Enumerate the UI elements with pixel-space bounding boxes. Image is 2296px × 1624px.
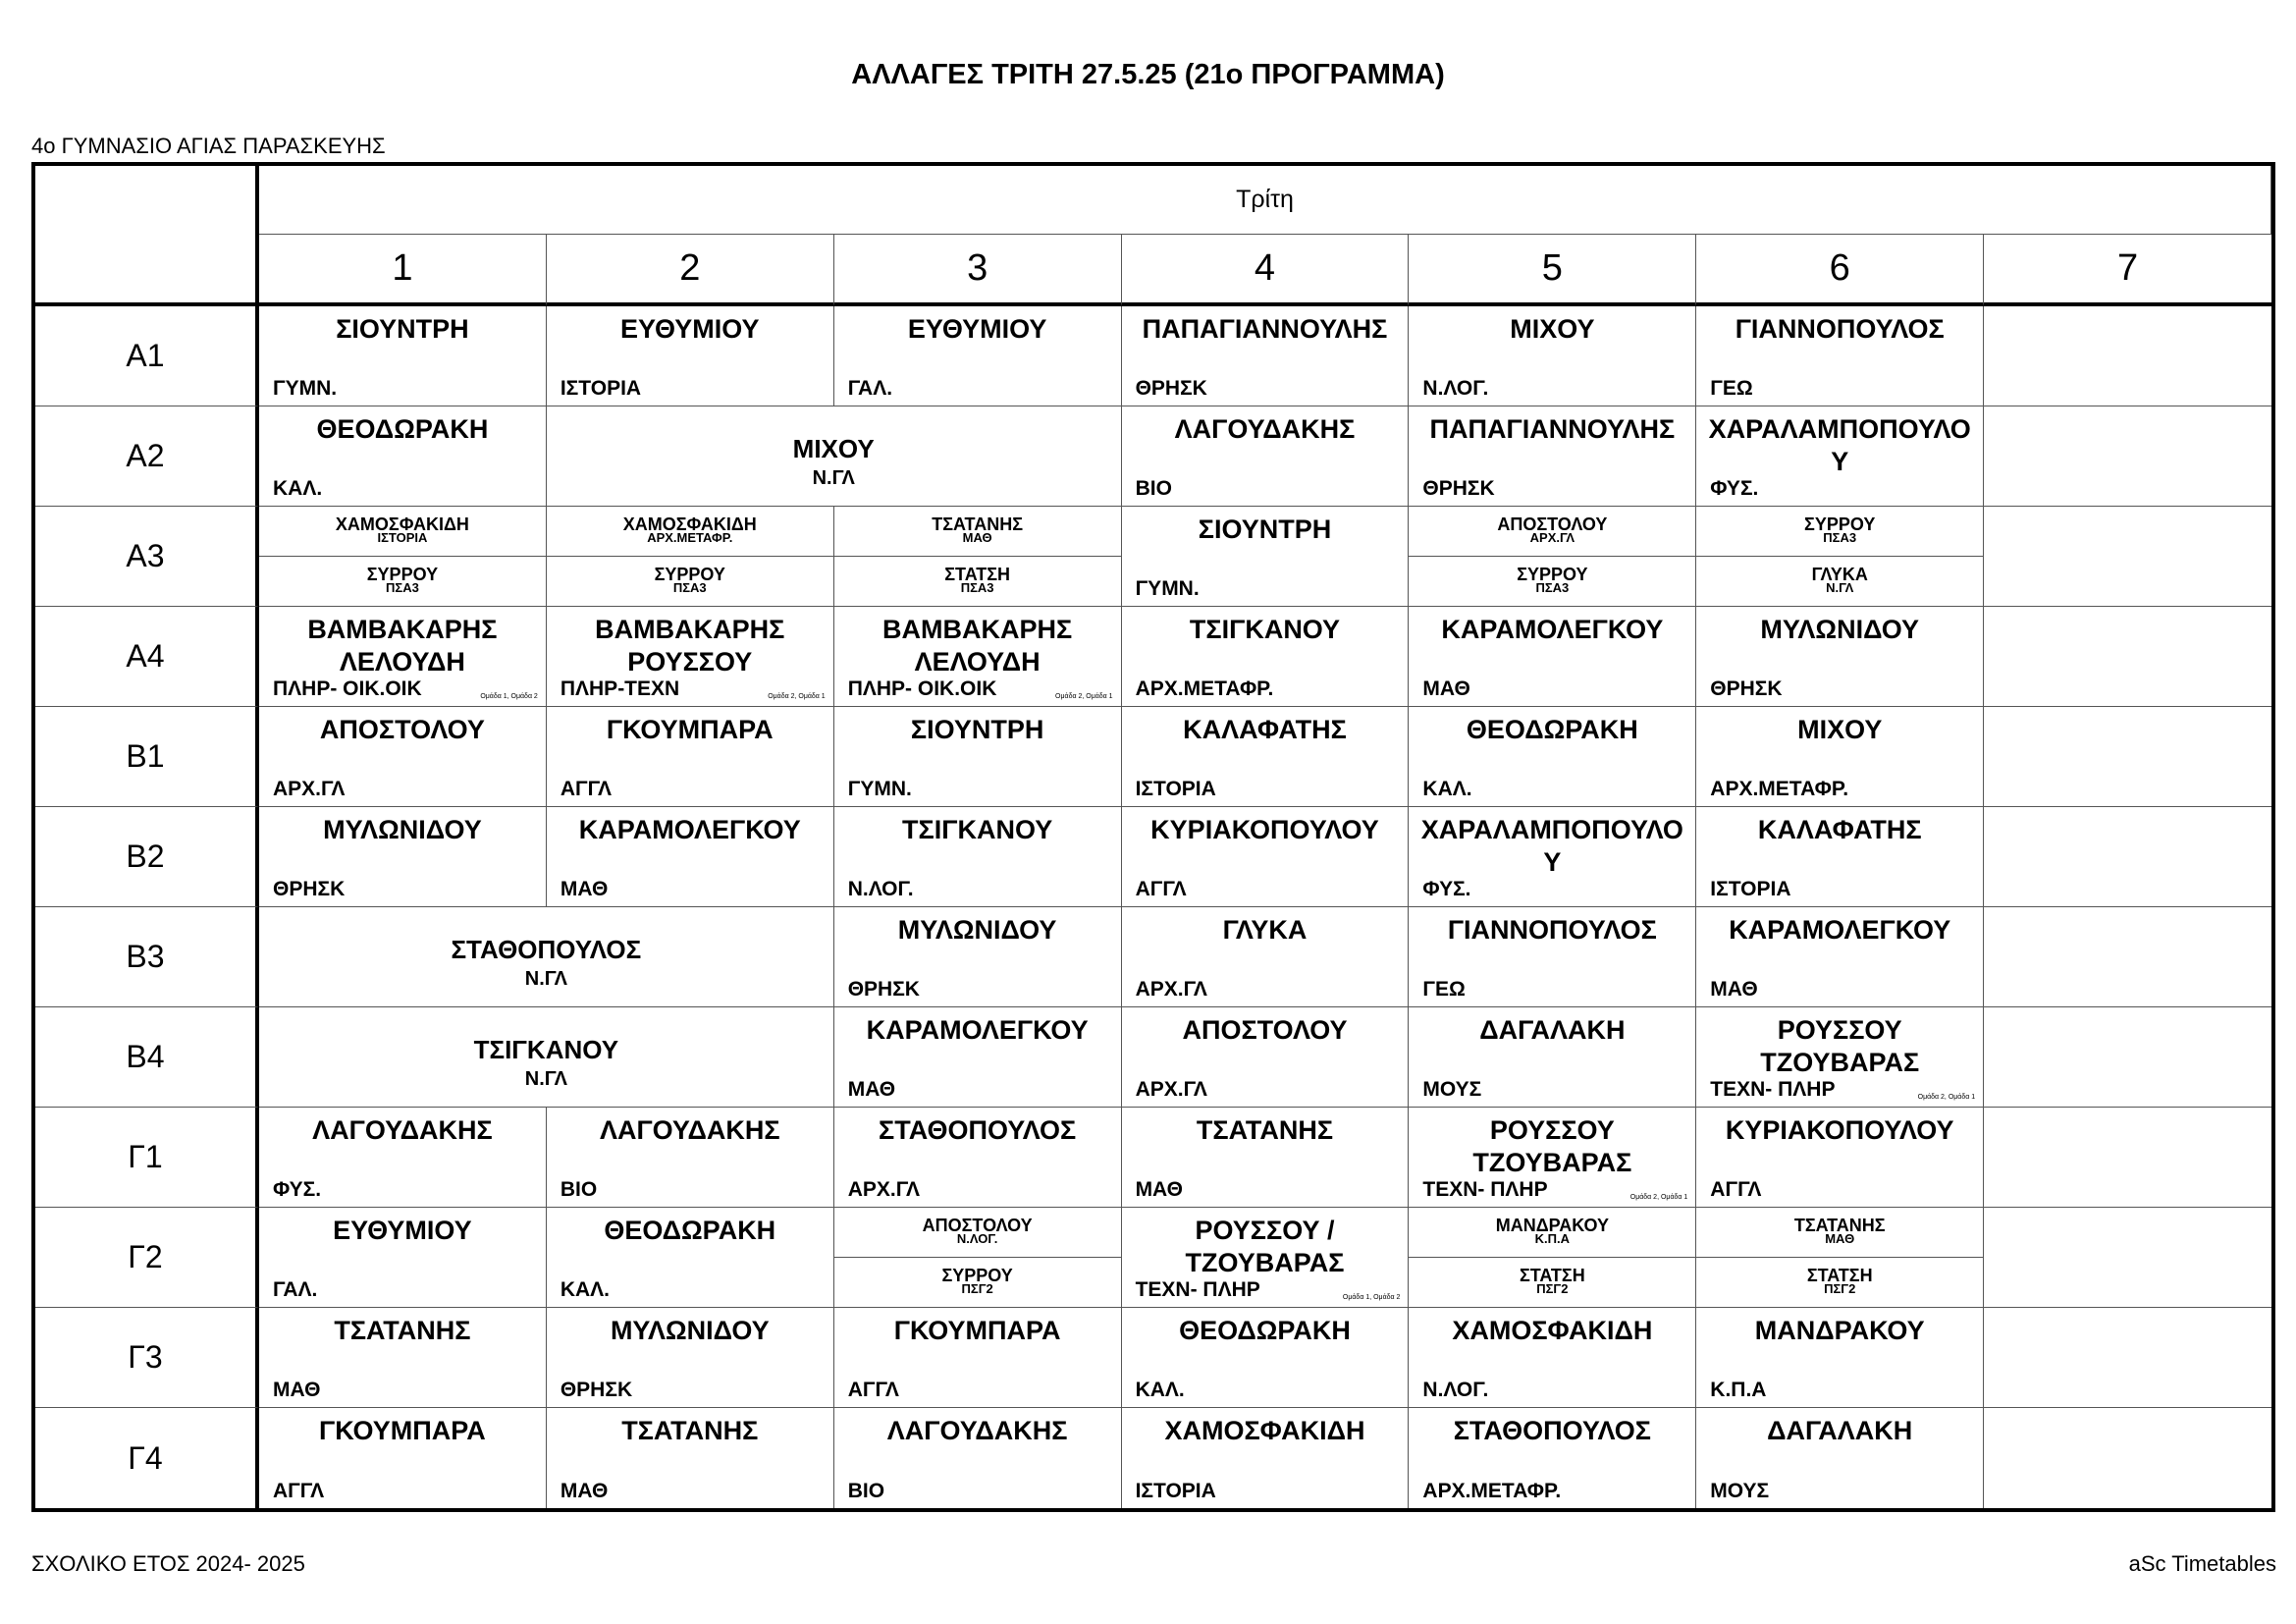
- lesson-cell[interactable]: [1122, 607, 1410, 707]
- teacher-name: ΤΣΙΓΚΑΝΟΥ: [473, 1035, 619, 1064]
- teacher-name: ΘΕΟΔΩΡΑΚΗ: [604, 1216, 776, 1245]
- lesson-cell[interactable]: [1122, 1308, 1410, 1408]
- lesson-half[interactable]: [547, 507, 833, 556]
- teacher-name: ΤΣΙΓΚΑΝΟΥ: [902, 815, 1053, 844]
- lesson-cell[interactable]: [1409, 1108, 1696, 1208]
- lesson-cell[interactable]: [547, 1308, 834, 1408]
- class-label-a4: Α4: [35, 607, 259, 707]
- teacher-name: ΜΥΛΩΝΙΔΟΥ: [610, 1316, 770, 1345]
- empty-cell[interactable]: [1984, 306, 2271, 406]
- subject-name: ΑΡΧ.ΜΕΤΑΦΡ.: [1422, 1480, 1562, 1502]
- subject-name: Ν.ΓΛ: [1826, 580, 1854, 595]
- subject-name: ΙΣΤΟΡΙΑ: [1135, 778, 1216, 800]
- subject-name: ΤΕΧΝ- ΠΛΗΡ: [1710, 1078, 1836, 1101]
- split-lesson-cell[interactable]: [547, 507, 834, 607]
- subject-name: ΠΛΗΡ-ΤΕΧΝ: [560, 677, 680, 700]
- class-label-c4: Γ4: [35, 1408, 259, 1508]
- teacher-name: ΔΑΓΑΛΑΚΗ: [1479, 1015, 1626, 1045]
- teacher-name: ΠΑΠΑΓΙΑΝΝΟΥΛΗΣ: [1142, 314, 1388, 344]
- subject-name: ΙΣΤΟΡΙΑ: [1135, 1480, 1216, 1502]
- lesson-cell[interactable]: [834, 707, 1122, 807]
- subject-name: ΒΙΟ: [1135, 477, 1172, 500]
- teacher-name: ΘΕΟΔΩΡΑΚΗ: [1179, 1316, 1351, 1345]
- subject-name: ΦΥΣ.: [1710, 477, 1759, 500]
- lesson-cell[interactable]: [1122, 1408, 1410, 1508]
- lesson-cell[interactable]: [1409, 306, 1696, 406]
- subject-name: ΜΑΘ: [1135, 1178, 1183, 1201]
- lesson-half[interactable]: [834, 507, 1121, 556]
- subject-name: Ν.ΓΛ: [812, 467, 855, 489]
- teacher-name: ΣΥΡΡΟΥ: [366, 565, 439, 584]
- group-note: Ομάδα 2, Ομάδα 1: [768, 693, 826, 700]
- lesson-cell[interactable]: [1122, 907, 1410, 1007]
- teacher-name: ΚΑΡΑΜΟΛΕΓΚΟΥ: [578, 815, 801, 844]
- teacher-name: ΑΠΟΣΤΟΛΟΥ: [922, 1216, 1033, 1235]
- subject-name: ΠΣΑ3: [672, 580, 707, 595]
- teacher-name: ΣΤΑΤΣΗ: [944, 565, 1011, 584]
- lesson-half[interactable]: [834, 1208, 1121, 1257]
- subject-name: ΑΓΓΛ: [1135, 878, 1187, 900]
- teacher-name: ΤΣΙΓΚΑΝΟΥ: [1189, 615, 1341, 644]
- empty-cell[interactable]: [1984, 507, 2271, 607]
- class-label-a2: Α2: [35, 406, 259, 507]
- lesson-half[interactable]: [1696, 1257, 1983, 1307]
- empty-cell[interactable]: [1984, 1308, 2271, 1408]
- lesson-cell[interactable]: [834, 1007, 1122, 1108]
- subject-name: ΘΡΗΣΚ: [1710, 677, 1783, 700]
- subject-name: ΑΡΧ.ΓΛ: [273, 778, 346, 800]
- empty-cell[interactable]: [1984, 707, 2271, 807]
- subject-name: ΚΑΛ.: [560, 1278, 611, 1301]
- teacher-name: ΑΠΟΣΤΟΛΟΥ: [1182, 1015, 1348, 1045]
- subject-name: ΜΑΘ: [273, 1379, 321, 1401]
- teacher-name: ΜΙΧΟΥ: [792, 434, 875, 463]
- subject-name: ΘΡΗΣΚ: [1422, 477, 1495, 500]
- teacher-name: ΚΥΡΙΑΚΟΠΟΥΛΟΥ: [1725, 1115, 1954, 1145]
- class-label-b3: Β3: [35, 907, 259, 1007]
- lesson-cell[interactable]: [547, 1408, 834, 1508]
- lesson-cell[interactable]: [1696, 707, 1984, 807]
- subject-name: ΠΣΑ3: [1535, 580, 1570, 595]
- lesson-cell[interactable]: [1696, 807, 1984, 907]
- subject-name: ΜΑΘ: [560, 878, 609, 900]
- subject-name: ΤΕΧΝ- ΠΛΗΡ: [1135, 1278, 1260, 1301]
- lesson-half[interactable]: [834, 1257, 1121, 1307]
- subject-name: Κ.Π.Α: [1710, 1379, 1767, 1401]
- teacher-name: ΑΠΟΣΤΟΛΟΥ: [319, 715, 485, 744]
- lesson-cell-merged[interactable]: [547, 406, 1122, 507]
- subject-name: ΜΑΘ: [560, 1480, 609, 1502]
- lesson-cell[interactable]: [1122, 807, 1410, 907]
- subject-name: ΑΓΓΛ: [847, 1379, 899, 1401]
- teacher-name: ΔΑΓΑΛΑΚΗ: [1767, 1416, 1913, 1445]
- subject-name: ΦΥΣ.: [273, 1178, 322, 1201]
- lesson-cell[interactable]: [1696, 1408, 1984, 1508]
- lesson-cell[interactable]: [1409, 907, 1696, 1007]
- class-label-b2: Β2: [35, 807, 259, 907]
- teacher-name: ΜΥΛΩΝΙΔΟΥ: [897, 915, 1057, 945]
- lesson-cell[interactable]: [1696, 1007, 1984, 1108]
- teacher-name: ΣΥΡΡΟΥ: [654, 565, 725, 584]
- teacher-name: ΠΑΠΑΓΙΑΝΝΟΥΛΗΣ: [1429, 414, 1676, 444]
- subject-name: ΑΓΓΛ: [273, 1480, 325, 1502]
- teacher-name: ΒΑΜΒΑΚΑΡΗΣ ΛΕΛΟΥΔΗ: [882, 615, 1073, 677]
- subject-name: ΑΡΧ.ΜΕΤΑΦΡ.: [647, 530, 733, 545]
- empty-cell[interactable]: [1984, 406, 2271, 507]
- subject-name: ΜΑΘ: [962, 530, 992, 545]
- teacher-name: ΚΑΡΑΜΟΛΕΓΚΟΥ: [1441, 615, 1664, 644]
- lesson-half[interactable]: [1696, 556, 1983, 606]
- lesson-cell[interactable]: [834, 807, 1122, 907]
- teacher-name: ΣΤΑΤΣΗ: [1519, 1266, 1585, 1285]
- subject-name: ΑΡΧ.ΓΛ: [1135, 978, 1207, 1001]
- subject-name: Ν.ΓΛ: [524, 1068, 567, 1090]
- teacher-name: ΚΥΡΙΑΚΟΠΟΥΛΟΥ: [1150, 815, 1379, 844]
- teacher-name: ΣΙΟΥΝΤΡΗ: [910, 715, 1044, 744]
- lesson-cell[interactable]: [834, 1108, 1122, 1208]
- timetable-grid: [31, 162, 2275, 1512]
- subject-name: Ν.ΛΟΓ.: [1422, 377, 1489, 400]
- subject-name: ΙΣΤΟΡΙΑ: [377, 530, 428, 545]
- lesson-cell[interactable]: [1409, 607, 1696, 707]
- lesson-cell[interactable]: [547, 306, 834, 406]
- subject-name: ΓΕΩ: [1710, 377, 1753, 400]
- teacher-name: ΕΥΘΥΜΙΟΥ: [907, 314, 1047, 344]
- subject-name: ΑΡΧ.ΜΕΤΑΦΡ.: [1710, 778, 1849, 800]
- teacher-name: ΣΙΟΥΝΤΡΗ: [336, 314, 469, 344]
- teacher-name: ΒΑΜΒΑΚΑΡΗΣ ΛΕΛΟΥΔΗ: [307, 615, 498, 677]
- teacher-name: ΣΙΟΥΝΤΡΗ: [1198, 514, 1332, 544]
- subject-name: ΜΑΘ: [1710, 978, 1758, 1001]
- subject-name: ΠΛΗΡ- ΟΙΚ.ΟΙΚ: [847, 677, 997, 700]
- subject-name: ΜΑΘ: [1825, 1231, 1855, 1246]
- teacher-name: ΓΛΥΚΑ: [1811, 565, 1868, 584]
- class-label-c2: Γ2: [35, 1208, 259, 1308]
- lesson-cell[interactable]: [1122, 1208, 1410, 1308]
- lesson-cell[interactable]: [547, 1208, 834, 1308]
- subject-name: ΚΑΛ.: [273, 477, 323, 500]
- subject-name: ΑΓΓΛ: [560, 778, 612, 800]
- teacher-name: ΕΥΘΥΜΙΟΥ: [333, 1216, 472, 1245]
- teacher-name: ΓΚΟΥΜΠΑΡΑ: [893, 1316, 1061, 1345]
- teacher-name: ΤΣΑΤΑΝΗΣ: [932, 514, 1024, 534]
- subject-name: ΑΡΧ.ΓΛ: [1529, 530, 1575, 545]
- subject-name: ΘΡΗΣΚ: [847, 978, 920, 1001]
- teacher-name: ΛΑΓΟΥΔΑΚΗΣ: [886, 1416, 1068, 1445]
- teacher-name: ΓΚΟΥΜΠΑΡΑ: [319, 1416, 486, 1445]
- school-name: 4ο ΓΥΜΝΑΣΙΟ ΑΓΙΑΣ ΠΑΡΑΣΚΕΥΗΣ: [31, 134, 386, 158]
- teacher-name: ΕΥΘΥΜΙΟΥ: [620, 314, 760, 344]
- teacher-name: ΣΤΑΘΟΠΟΥΛΟΣ: [1453, 1416, 1651, 1445]
- lesson-cell[interactable]: [259, 306, 547, 406]
- split-lesson-cell[interactable]: [834, 507, 1122, 607]
- lesson-cell[interactable]: [259, 607, 547, 707]
- teacher-name: ΘΕΟΔΩΡΑΚΗ: [316, 414, 489, 444]
- lesson-cell[interactable]: [547, 707, 834, 807]
- subject-name: ΑΡΧ.ΜΕΤΑΦΡ.: [1135, 677, 1274, 700]
- empty-cell[interactable]: [1984, 807, 2271, 907]
- group-note: Ομάδα 2, Ομάδα 1: [1055, 693, 1113, 700]
- group-note: Ομάδα 2, Ομάδα 1: [1917, 1094, 1976, 1101]
- subject-name: ΓΑΛ.: [847, 377, 893, 400]
- lesson-cell[interactable]: [1122, 406, 1410, 507]
- teacher-name: ΓΚΟΥΜΠΑΡΑ: [606, 715, 774, 744]
- subject-name: Ν.ΓΛ: [524, 968, 567, 990]
- split-lesson-cell[interactable]: [259, 507, 547, 607]
- generator-credit: aSc Timetables: [2128, 1551, 2276, 1576]
- period-header-3: 3: [834, 235, 1122, 306]
- subject-name: Ν.ΛΟΓ.: [1422, 1379, 1489, 1401]
- lesson-cell[interactable]: [1409, 1308, 1696, 1408]
- lesson-cell[interactable]: [834, 1308, 1122, 1408]
- lesson-cell-merged[interactable]: [259, 1007, 834, 1108]
- split-lesson-cell[interactable]: [1409, 507, 1696, 607]
- subject-name: ΠΣΓ2: [961, 1281, 993, 1296]
- teacher-name: ΚΑΡΑΜΟΛΕΓΚΟΥ: [1729, 915, 1951, 945]
- lesson-cell[interactable]: [1122, 306, 1410, 406]
- teacher-name: ΣΥΡΡΟΥ: [1804, 514, 1876, 534]
- lesson-cell[interactable]: [547, 807, 834, 907]
- page-title: ΑΛΛΑΓΕΣ ΤΡΙΤΗ 27.5.25 (21ο ΠΡΟΓΡΑΜΜΑ): [851, 59, 1445, 90]
- subject-name: ΠΣΑ3: [386, 580, 419, 595]
- empty-cell[interactable]: [1984, 1208, 2271, 1308]
- teacher-name: ΜΙΧΟΥ: [1797, 715, 1883, 744]
- subject-name: Ν.ΛΟΓ.: [847, 878, 914, 900]
- split-lesson-cell[interactable]: [1696, 507, 1984, 607]
- subject-name: ΓΑΛ.: [273, 1278, 318, 1301]
- lesson-cell[interactable]: [259, 807, 547, 907]
- class-label-a3: Α3: [35, 507, 259, 607]
- subject-name: ΓΥΜΝ.: [1135, 577, 1200, 600]
- split-lesson-cell[interactable]: [1409, 1208, 1696, 1308]
- lesson-cell[interactable]: [1409, 707, 1696, 807]
- lesson-cell[interactable]: [259, 1308, 547, 1408]
- subject-name: ΓΥΜΝ.: [847, 778, 912, 800]
- period-header-6: 6: [1696, 235, 1984, 306]
- subject-name: ΘΡΗΣΚ: [560, 1379, 633, 1401]
- teacher-name: ΤΣΑΤΑΝΗΣ: [334, 1316, 471, 1345]
- teacher-name: ΧΑΜΟΣΦΑΚΙΔΗ: [335, 514, 469, 534]
- lesson-cell[interactable]: [1409, 406, 1696, 507]
- lesson-cell[interactable]: [1122, 707, 1410, 807]
- period-header-5: 5: [1409, 235, 1696, 306]
- teacher-name: ΜΙΧΟΥ: [1510, 314, 1595, 344]
- teacher-name: ΣΤΑΘΟΠΟΥΛΟΣ: [451, 935, 642, 964]
- subject-name: ΘΡΗΣΚ: [273, 878, 346, 900]
- class-label-b1: Β1: [35, 707, 259, 807]
- subject-name: ΠΛΗΡ- ΟΙΚ.ΟΙΚ: [273, 677, 422, 700]
- subject-name: ΑΡΧ.ΓΛ: [847, 1178, 921, 1201]
- subject-name: ΠΣΑ3: [1823, 530, 1857, 545]
- split-lesson-cell[interactable]: [834, 1208, 1122, 1308]
- lesson-cell[interactable]: [1122, 1007, 1410, 1108]
- subject-name: ΜΑΘ: [1422, 677, 1470, 700]
- school-year: ΣΧΟΛΙΚΟ ΕΤΟΣ 2024- 2025: [31, 1551, 305, 1576]
- lesson-half[interactable]: [547, 556, 833, 606]
- teacher-name: ΜΥΛΩΝΙΔΟΥ: [1760, 615, 1920, 644]
- subject-name: ΑΓΓΛ: [1710, 1178, 1762, 1201]
- teacher-name: ΛΑΓΟΥΔΑΚΗΣ: [312, 1115, 493, 1145]
- lesson-cell[interactable]: [547, 607, 834, 707]
- class-label-c1: Γ1: [35, 1108, 259, 1208]
- subject-name: Ν.ΛΟΓ.: [956, 1231, 998, 1246]
- day-header: Τρίτη: [259, 166, 2271, 235]
- lesson-cell[interactable]: [1696, 1308, 1984, 1408]
- subject-name: ΚΑΛ.: [1422, 778, 1472, 800]
- period-header-2: 2: [547, 235, 834, 306]
- teacher-name: ΣΤΑΘΟΠΟΥΛΟΣ: [879, 1115, 1077, 1145]
- teacher-name: ΜΑΝΔΡΑΚΟΥ: [1754, 1316, 1925, 1345]
- subject-name: ΠΣΓ2: [1824, 1281, 1856, 1296]
- teacher-name: ΡΟΥΣΣΟΥ / ΤΖΟΥΒΑΡΑΣ: [1185, 1216, 1345, 1277]
- teacher-name: ΛΑΓΟΥΔΑΚΗΣ: [1174, 414, 1356, 444]
- subject-name: ΙΣΤΟΡΙΑ: [1710, 878, 1791, 900]
- lesson-cell[interactable]: [259, 1208, 547, 1308]
- teacher-name: ΤΣΑΤΑΝΗΣ: [1196, 1115, 1334, 1145]
- teacher-name: ΓΙΑΝΝΟΠΟΥΛΟΣ: [1447, 915, 1657, 945]
- lesson-cell[interactable]: [1122, 507, 1410, 607]
- teacher-name: ΤΣΑΤΑΝΗΣ: [1793, 1216, 1886, 1235]
- lesson-half[interactable]: [259, 507, 546, 556]
- subject-name: ΜΟΥΣ: [1422, 1078, 1482, 1101]
- lesson-cell[interactable]: [834, 607, 1122, 707]
- lesson-cell[interactable]: [259, 406, 547, 507]
- teacher-name: ΣΥΡΡΟΥ: [1517, 565, 1588, 584]
- subject-name: ΙΣΤΟΡΙΑ: [560, 377, 642, 400]
- teacher-name: ΣΤΑΤΣΗ: [1806, 1266, 1873, 1285]
- subject-name: ΒΙΟ: [847, 1480, 885, 1502]
- lesson-half[interactable]: [1696, 1208, 1983, 1257]
- corner-cell: [35, 166, 259, 306]
- lesson-cell[interactable]: [547, 1108, 834, 1208]
- subject-name: ΓΕΩ: [1422, 978, 1466, 1001]
- teacher-name: ΚΑΡΑΜΟΛΕΓΚΟΥ: [866, 1015, 1089, 1045]
- lesson-cell[interactable]: [1122, 1108, 1410, 1208]
- class-label-c3: Γ3: [35, 1308, 259, 1408]
- group-note: Ομάδα 1, Ομάδα 2: [480, 693, 538, 700]
- teacher-name: ΧΑΜΟΣΦΑΚΙΔΗ: [622, 514, 757, 534]
- teacher-name: ΜΥΛΩΝΙΔΟΥ: [323, 815, 482, 844]
- lesson-cell[interactable]: [1696, 306, 1984, 406]
- lesson-cell[interactable]: [259, 1408, 547, 1508]
- teacher-name: ΡΟΥΣΣΟΥ ΤΖΟΥΒΑΡΑΣ: [1760, 1015, 1920, 1077]
- split-lesson-cell[interactable]: [1696, 1208, 1984, 1308]
- empty-cell[interactable]: [1984, 907, 2271, 1007]
- lesson-cell[interactable]: [834, 306, 1122, 406]
- teacher-name: ΜΑΝΔΡΑΚΟΥ: [1495, 1216, 1609, 1235]
- teacher-name: ΣΥΡΡΟΥ: [941, 1266, 1013, 1285]
- teacher-name: ΧΑΡΑΛΑΜΠΟΠΟΥΛΟΥ: [1420, 815, 1683, 877]
- subject-name: ΦΥΣ.: [1422, 878, 1471, 900]
- subject-name: Κ.Π.Α: [1534, 1231, 1571, 1246]
- subject-name: ΜΟΥΣ: [1710, 1480, 1770, 1502]
- period-header-7: 7: [1984, 235, 2271, 306]
- class-label-b4: Β4: [35, 1007, 259, 1108]
- teacher-name: ΚΑΛΑΦΑΤΗΣ: [1183, 715, 1347, 744]
- subject-name: ΤΕΧΝ- ΠΛΗΡ: [1422, 1178, 1548, 1201]
- lesson-cell[interactable]: [259, 707, 547, 807]
- subject-name: ΓΥΜΝ.: [273, 377, 338, 400]
- group-note: Ομάδα 1, Ομάδα 2: [1342, 1294, 1401, 1301]
- subject-name: ΑΡΧ.ΓΛ: [1135, 1078, 1207, 1101]
- lesson-cell[interactable]: [259, 1108, 547, 1208]
- subject-name: ΒΙΟ: [560, 1178, 598, 1201]
- lesson-cell[interactable]: [834, 1408, 1122, 1508]
- empty-cell[interactable]: [1984, 607, 2271, 707]
- lesson-cell[interactable]: [1409, 807, 1696, 907]
- teacher-name: ΘΕΟΔΩΡΑΚΗ: [1466, 715, 1638, 744]
- lesson-cell[interactable]: [1696, 607, 1984, 707]
- lesson-half[interactable]: [259, 556, 546, 606]
- teacher-name: ΡΟΥΣΣΟΥ ΤΖΟΥΒΑΡΑΣ: [1472, 1115, 1632, 1177]
- subject-name: ΜΑΘ: [847, 1078, 896, 1101]
- lesson-half[interactable]: [1696, 507, 1983, 556]
- lesson-half[interactable]: [1409, 507, 1695, 556]
- lesson-half[interactable]: [834, 556, 1121, 606]
- teacher-name: ΛΑΓΟΥΔΑΚΗΣ: [599, 1115, 780, 1145]
- lesson-cell[interactable]: [1696, 406, 1984, 507]
- lesson-cell[interactable]: [1409, 1408, 1696, 1508]
- subject-name: ΠΣΓ2: [1536, 1281, 1569, 1296]
- lesson-half[interactable]: [1409, 1208, 1695, 1257]
- group-note: Ομάδα 2, Ομάδα 1: [1629, 1194, 1688, 1201]
- subject-name: ΚΑΛ.: [1135, 1379, 1185, 1401]
- empty-cell[interactable]: [1984, 1408, 2271, 1508]
- teacher-name: ΓΙΑΝΝΟΠΟΥΛΟΣ: [1735, 314, 1945, 344]
- class-label-a1: Α1: [35, 306, 259, 406]
- subject-name: ΠΣΑ3: [960, 580, 994, 595]
- subject-name: ΘΡΗΣΚ: [1135, 377, 1207, 400]
- empty-cell[interactable]: [1984, 1108, 2271, 1208]
- lesson-cell[interactable]: [1696, 907, 1984, 1007]
- teacher-name: ΤΣΑΤΑΝΗΣ: [621, 1416, 759, 1445]
- teacher-name: ΧΑΜΟΣΦΑΚΙΔΗ: [1164, 1416, 1365, 1445]
- teacher-name: ΚΑΛΑΦΑΤΗΣ: [1757, 815, 1922, 844]
- lesson-cell[interactable]: [1409, 1007, 1696, 1108]
- period-header-1: 1: [259, 235, 547, 306]
- teacher-name: ΒΑΜΒΑΚΑΡΗΣ ΡΟΥΣΣΟΥ: [595, 615, 785, 677]
- lesson-half[interactable]: [1409, 1257, 1695, 1307]
- teacher-name: ΧΑΡΑΛΑΜΠΟΠΟΥΛΟΥ: [1708, 414, 1971, 476]
- teacher-name: ΓΛΥΚΑ: [1222, 915, 1308, 945]
- lesson-cell[interactable]: [1696, 1108, 1984, 1208]
- period-header-4: 4: [1122, 235, 1410, 306]
- lesson-cell[interactable]: [834, 907, 1122, 1007]
- empty-cell[interactable]: [1984, 1007, 2271, 1108]
- lesson-cell-merged[interactable]: [259, 907, 834, 1007]
- lesson-half[interactable]: [1409, 556, 1695, 606]
- teacher-name: ΑΠΟΣΤΟΛΟΥ: [1497, 514, 1608, 534]
- teacher-name: ΧΑΜΟΣΦΑΚΙΔΗ: [1452, 1316, 1653, 1345]
